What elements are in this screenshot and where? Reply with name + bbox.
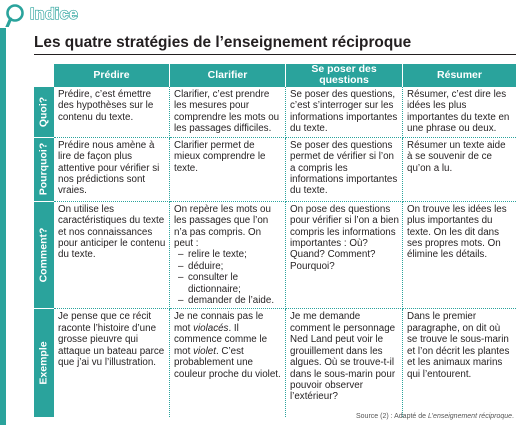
magnifier-icon (4, 3, 28, 27)
table-cell: Se poser des questions, c’est s’interroger sur les informations importantes du texte. (286, 87, 403, 138)
accent-bar (0, 28, 6, 425)
table-cell (170, 202, 286, 310)
table-cell: On utilise les caractéristiques du texte et nos connaissances pour anticiper le contenu du texte. (54, 202, 170, 310)
table-row (34, 202, 516, 310)
row-header-label: Quoi? (37, 96, 50, 127)
indice-header (4, 3, 78, 27)
table-cell: Dans le premier paragraphe, on dit où se trouve le sous-marin et l’on décrit les plantes et les animaux marins qui l’entourent. (407, 311, 510, 380)
strategies-table (34, 64, 516, 417)
table-cell: Résumer, c’est dire les idées les plus importantes du texte en une phrase ou deux. (403, 87, 516, 138)
clarify-list (174, 249, 282, 306)
table-cell: Prédire, c’est émettre des hypothèses sur le contenu du texte. (54, 87, 170, 138)
row-header-label: Pourquoi? (37, 143, 50, 196)
table-cell: On pose des questions pour vérifier si l’on a bien compris les informations importantes : Où? Quand? Comment? Pourquoi? (286, 202, 403, 310)
source-suffix: . (512, 413, 514, 420)
table-cell: Clarifier permet de mieux comprendre le texte. (170, 138, 286, 202)
list-item: – demander de l’aide. (188, 295, 282, 306)
column-header: Prédire (54, 64, 170, 87)
table-row (34, 309, 516, 417)
cell-intro: On repère les mots ou les passages que l’on n’a pas compris. On peut : (174, 203, 271, 250)
table-cell: Prédire nous amène à lire de façon plus attentive pour vérifier si nos prédictions sont vraies. (54, 138, 170, 202)
row-header (34, 87, 54, 138)
table-cell: Je pense que ce récit raconte l’histoire d’une grosse pieuvre qui attaque un bateau parce que j’ai vu l’illustration. (54, 309, 170, 417)
cell-text: Je ne connais pas le mot (174, 311, 264, 334)
cell-italic-word: violet (193, 345, 216, 357)
list-item: – relire le texte; (188, 249, 282, 260)
indice-label: Indice (30, 6, 79, 23)
page-title: Les quatre stratégies de l’enseignement réciproque (34, 34, 412, 51)
cell-text: . C’est probablement une couleur proche du violet. (174, 345, 281, 380)
list-item: – consulter le dictionnaire; (188, 272, 282, 295)
row-header (34, 138, 54, 202)
cell-italic-word: violacés (193, 322, 229, 334)
row-header (34, 202, 54, 310)
source-title: L’enseignement réciproque (427, 413, 513, 420)
table-cell (170, 309, 286, 417)
corner-cell (34, 64, 54, 87)
table-cell: Se poser des questions permet de vérifier si l’on a compris les informations importantes du texte. (286, 138, 403, 202)
table-cell: Clarifier, c’est prendre les mesures pour comprendre les mots ou les passages difficiles. (170, 87, 286, 138)
table-row (34, 138, 516, 202)
row-header-label: Exemple (37, 341, 50, 386)
table-cell: Je me demande comment le personnage Ned Land peut voir le grouillement dans les algues. Où se trouve-t-il dans le sous-marin pour pouvoir observer l’extérieur? (286, 309, 403, 417)
column-header: Résumer (403, 64, 516, 87)
table-header-row (34, 64, 516, 87)
list-item: – déduire; (188, 261, 282, 272)
source-note (356, 413, 514, 420)
column-header: Clarifier (170, 64, 286, 87)
title-divider (34, 54, 516, 55)
table-row (34, 87, 516, 138)
table-cell: On trouve les idées les plus importantes du texte. On les dit dans ses propres mots. On élimine les détails. (403, 202, 516, 310)
row-header (34, 309, 54, 417)
row-header-label: Comment? (37, 227, 50, 283)
table-cell: Résumer un texte aide à se souvenir de ce qu’on a lu. (403, 138, 516, 202)
source-prefix: Source (2) : Adapté de (355, 413, 428, 420)
cell-text: . Il commence comme le mot (174, 322, 268, 357)
column-header: Se poser des questions (286, 64, 403, 87)
